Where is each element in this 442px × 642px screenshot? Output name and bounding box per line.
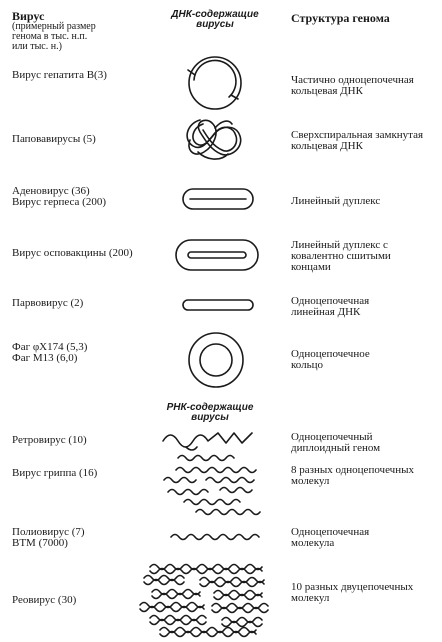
genome-structure-header: Структура генома <box>291 11 390 25</box>
structure-retro: Одноцепочечный диплоидный геном <box>291 431 381 454</box>
crosslinked-duplex-icon <box>176 240 258 270</box>
virus-column-header: Вирус <box>12 9 45 23</box>
virus-name-vaccinia: Вирус осповакцины (200) <box>12 247 133 259</box>
structure-hepatitis-b: Частично одноцепочечная кольцевая ДНК <box>291 74 414 97</box>
virus-name-retro: Ретровирус (10) <box>12 434 87 446</box>
structure-influenza: 8 разных одноцепочечных молекул <box>291 464 414 487</box>
segmented-rna-icon <box>164 456 260 515</box>
virus-name-reo: Реовирус (30) <box>12 594 77 606</box>
single-strand-ring-icon <box>189 333 243 387</box>
diploid-rna-icon <box>163 433 252 450</box>
structure-polio-tmv: Одноцепочечная молекула <box>291 526 370 549</box>
dna-section-label: ДНК-содержащие вирусы <box>171 9 259 30</box>
segmented-dsrna-icon <box>140 565 268 637</box>
partial-circular-dna-icon <box>188 57 241 109</box>
virus-name-phages: Фаг φX174 (5,3) Фаг M13 (6,0) <box>12 341 88 364</box>
rna-section-label: РНК-содержащие вирусы <box>166 402 254 423</box>
structure-reo: 10 разных двуцепочечных молекул <box>291 581 414 604</box>
supercoiled-dna-icon <box>187 120 241 159</box>
virus-name-influenza: Вирус гриппа (16) <box>12 467 98 479</box>
virus-name-hepatitis-b: Вирус гепатита В(3) <box>12 69 107 81</box>
linear-duplex-icon <box>183 189 253 209</box>
structure-vaccinia: Линейный дуплекс с ковалентно сшитыми концами <box>291 239 391 273</box>
genome-size-note: (примерный размер генома в тыс. н.п. или тыс. н.) <box>12 21 96 52</box>
structure-adeno-herpes: Линейный дуплекс <box>291 195 381 207</box>
virus-name-polio-tmv: Полиовирус (7) BTM (7000) <box>12 526 85 549</box>
structure-papova: Сверхспиральная замкнутая кольцевая ДНК <box>291 129 424 152</box>
single-rna-molecule-icon <box>171 535 259 540</box>
virus-name-adeno-herpes: Аденовирус (36) Вирус герпеса (200) <box>12 185 106 208</box>
virus-name-papova: Паповавирусы (5) <box>12 133 96 145</box>
structure-phages: Одноцепочечное кольцо <box>291 348 370 371</box>
structure-parvo: Одноцепочечная линейная ДНК <box>291 295 370 318</box>
single-strand-linear-icon <box>183 300 253 310</box>
virus-name-parvo: Парвовирус (2) <box>12 297 84 309</box>
